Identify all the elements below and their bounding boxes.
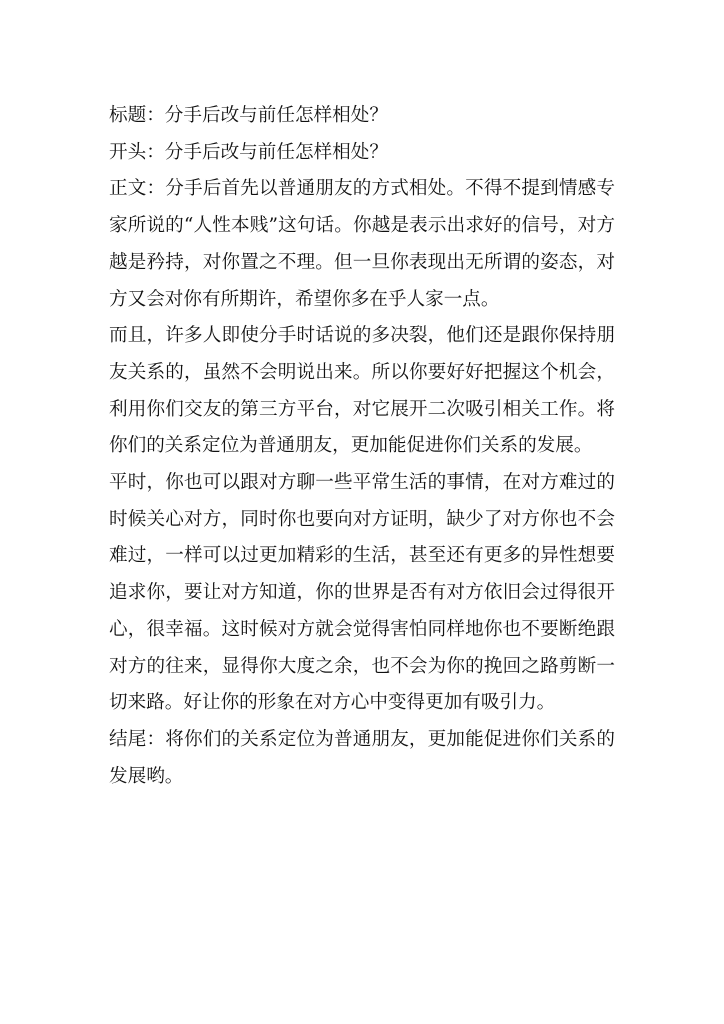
ending-line: 结尾：将你们的关系定位为普通朋友，更加能促进你们关系的发展哟。 [109, 728, 615, 787]
title-line: 标题：分手后改与前任怎样相处？ [109, 105, 388, 126]
body-paragraph-3: 平时，你也可以跟对方聊一些平常生活的事情，在对方难过的时候关心对方，同时你也要向对方证明，缺少了对方你也不会难过，一样可以过更加精彩的生活，甚至还有更多的异性想要追求你，要让对方知道，你的世界是否有对方依旧会过得很开心，很幸福。这时候对方就会觉得害怕同样地你也不要断绝跟对方的往来，显得你大度之余，也不会为你的挽回之路剪断一切来路。好让你的形象在对方心中变得更加有吸引力。 [109, 472, 615, 714]
body-paragraph-1: 正文：分手后首先以普通朋友的方式相处。不得不提到情感专家所说的“人性本贱”这句话。你越是表示出求好的信号，对方越是矜持，对你置之不理。但一旦你表现出无所谓的姿态，对方又会对你有所期许，希望你多在乎人家一点。 [109, 178, 615, 310]
body-paragraph-2: 而且，许多人即使分手时话说的多决裂，他们还是跟你保持朋友关系的，虽然不会明说出来。所以你要好好把握这个机会，利用你们交友的第三方平台，对它展开二次吸引相关工作。将你们的关系定位为普通朋友，更加能促进你们关系的发展。 [109, 325, 615, 457]
document-body [109, 98, 615, 795]
opening-line: 开头：分手后改与前任怎样相处？ [109, 141, 388, 163]
